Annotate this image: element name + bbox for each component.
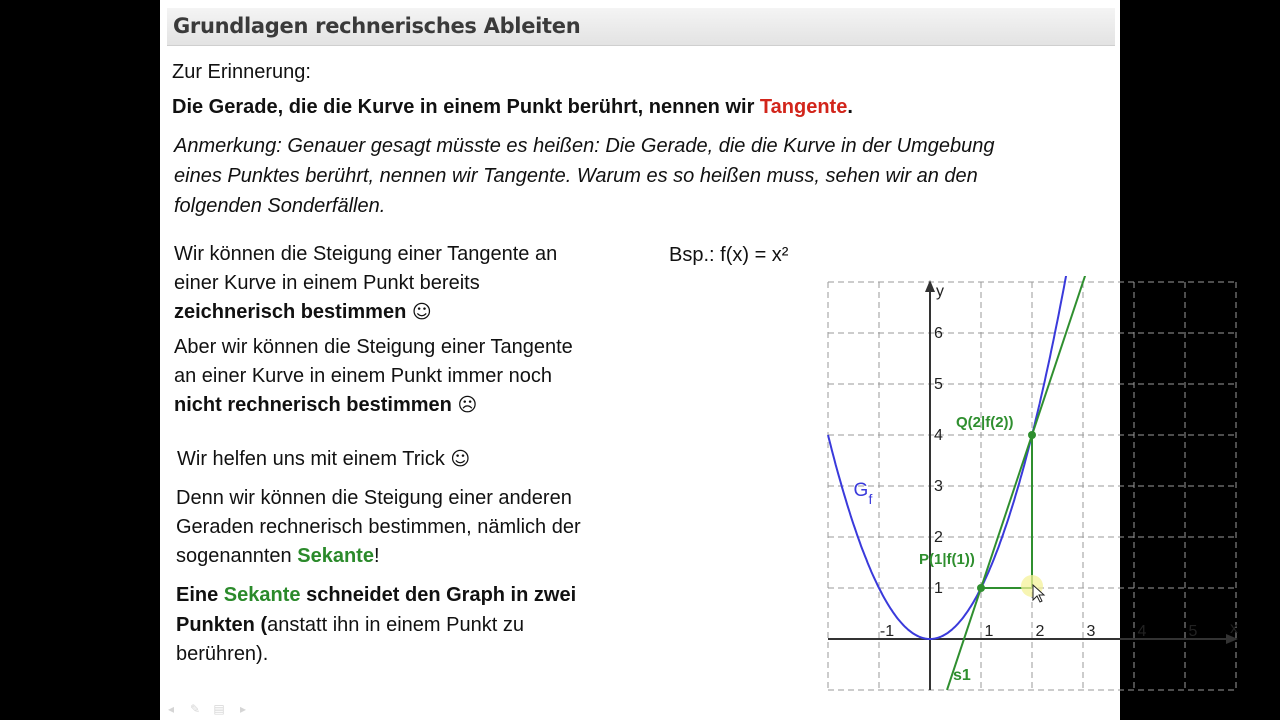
definition-text <box>172 96 853 119</box>
graph-labels <box>854 414 1014 684</box>
y-tick-label: 3 <box>934 478 943 495</box>
x-tick-label: 5 <box>1188 623 1198 640</box>
y-tick-label: 6 <box>934 325 943 342</box>
tick-labels <box>880 283 1238 640</box>
p2-line-1: Aber wir können die Steigung einer Tangente <box>174 336 573 358</box>
p5-pre: Eine <box>176 584 224 606</box>
slide <box>160 0 1238 720</box>
secant-term-2: Sekante <box>223 584 301 606</box>
p5-line-1 <box>176 584 576 607</box>
x-tick-label: -1 <box>879 623 895 640</box>
x-tick-label: 3 <box>1086 623 1096 640</box>
p2-line-2: an einer Kurve in einem Punkt immer noch <box>174 365 552 387</box>
secant-line <box>947 272 1086 690</box>
p4-line-1: Denn wir können die Steigung einer anderen <box>176 487 572 509</box>
trick-text: Wir helfen uns mit einem Trick <box>177 448 445 470</box>
slide-nav <box>164 700 264 716</box>
p5-line-2 <box>176 614 524 637</box>
p5-post: schneidet den Graph in zwei <box>300 584 577 606</box>
menu-icon[interactable]: ▤ <box>213 702 225 716</box>
note-line-3: folgenden Sonderfällen. <box>174 195 386 217</box>
y-tick-label: 4 <box>934 427 943 444</box>
secant-term: Sekante <box>297 545 374 567</box>
pen-icon[interactable]: ✎ <box>189 702 201 716</box>
definition-post: . <box>847 96 853 118</box>
point-marker <box>977 584 985 592</box>
x-axis-label: x <box>1230 620 1238 637</box>
p5-bold: Punkten ( <box>176 614 268 636</box>
x-tick-label: 2 <box>1035 623 1045 640</box>
p1-bold: zeichnerisch bestimmen <box>174 301 407 323</box>
p2-line-3 <box>174 394 477 417</box>
p4-line-3 <box>176 545 380 568</box>
point-p-label: P(1|f(1)) <box>919 551 975 568</box>
p4-pre: sogenannten <box>176 545 298 567</box>
p4-line-2: Geraden rechnerisch bestimmen, nämlich der <box>176 516 581 538</box>
smile-icon: ☺ <box>411 301 432 323</box>
point-q-label: Q(2|f(2)) <box>956 414 1014 431</box>
y-tick-label: 1 <box>934 580 943 597</box>
p1-line-2: einer Kurve in einem Punkt bereits <box>174 272 480 294</box>
slide-title: Grundlagen rechnerisches Ableiten <box>173 14 581 38</box>
p5-line-3: berühren). <box>176 643 269 665</box>
title-bar <box>167 8 1115 46</box>
smile-icon: ☺ <box>450 448 471 470</box>
definition-pre: Die Gerade, die die Kurve in einem Punkt berührt, nennen wir <box>172 96 760 118</box>
p5-rest: anstatt ihn in einem Punkt zu <box>267 614 524 636</box>
point-marker <box>1028 431 1036 439</box>
p4-post: ! <box>373 545 380 567</box>
p2-bold: nicht rechnerisch bestimmen <box>174 394 452 416</box>
function-graph <box>664 276 1238 696</box>
nav-forward-icon[interactable]: ▸ <box>239 702 247 716</box>
x-tick-label: 4 <box>1137 623 1147 640</box>
note-line-1: Anmerkung: Genauer gesagt müsste es heißen: Die Gerade, die die Kurve in der Umgebung <box>174 135 995 157</box>
y-tick-label: 5 <box>934 376 943 393</box>
trick-line <box>177 448 470 471</box>
note-line-2: eines Punktes berührt, nennen wir Tangente. Warum es so heißen muss, sehen wir an den <box>174 165 978 187</box>
example-label: Bsp.: f(x) = x² <box>669 244 789 266</box>
tangent-term: Tangente <box>759 96 848 118</box>
nav-back-icon[interactable]: ◂ <box>167 702 175 716</box>
reminder-text: Zur Erinnerung: <box>172 61 311 83</box>
y-axis-label: y <box>936 283 944 300</box>
curve-label: G <box>853 480 869 502</box>
p1-line-1: Wir können die Steigung einer Tangente an <box>174 243 558 265</box>
frown-icon: ☹ <box>457 394 478 416</box>
p1-line-3 <box>174 301 432 324</box>
y-tick-label: 2 <box>934 529 943 546</box>
curve-label-subscript: f <box>868 491 873 508</box>
x-tick-label: 1 <box>984 623 994 640</box>
secant-label: s1 <box>952 666 971 684</box>
